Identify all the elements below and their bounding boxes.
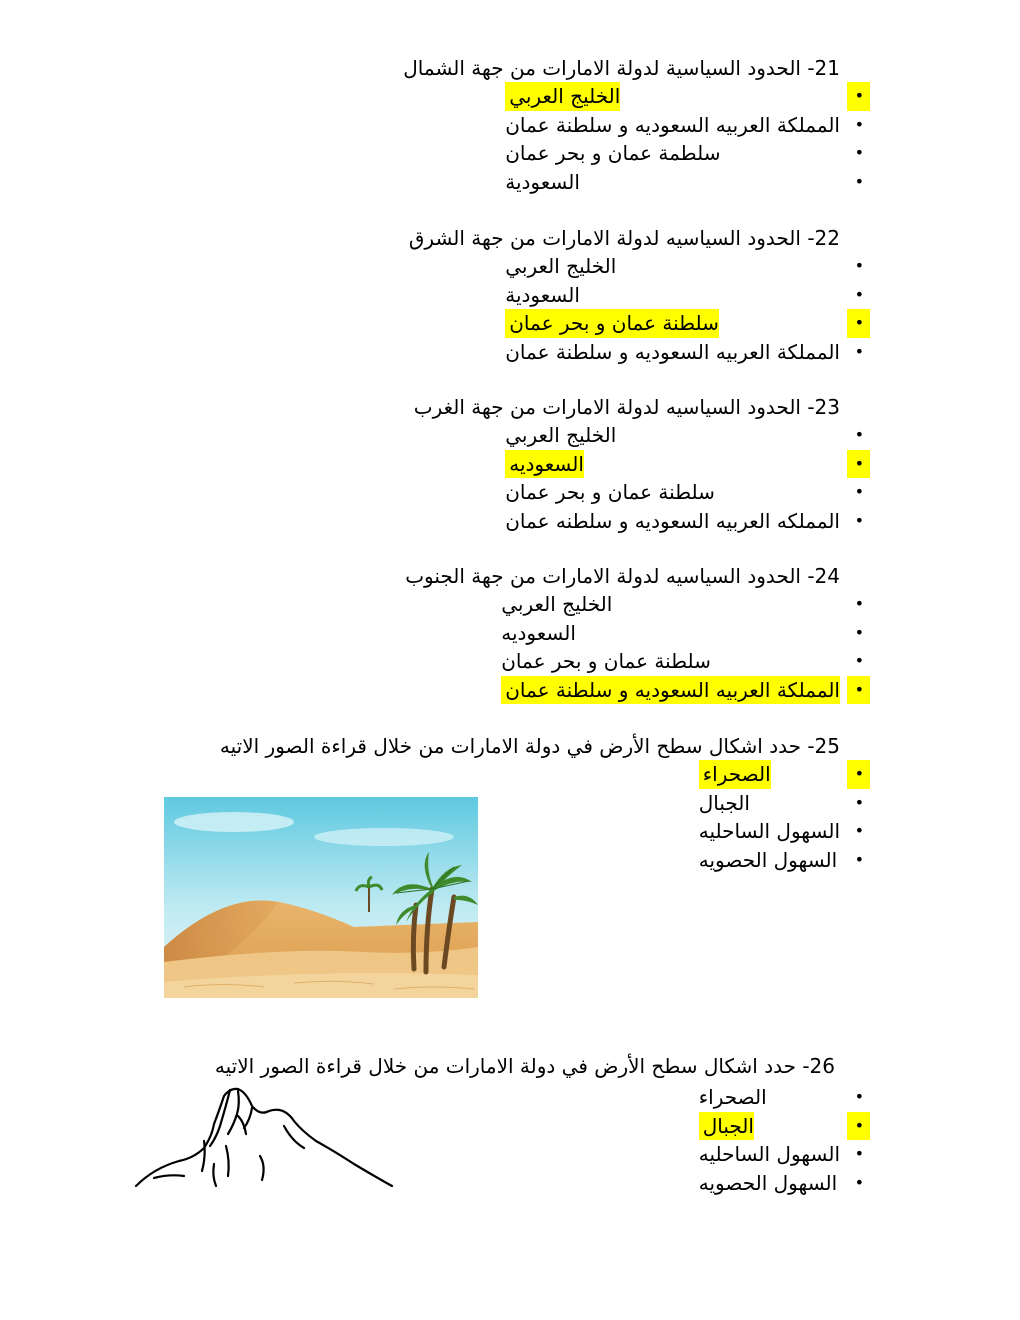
question-24-options — [501, 590, 870, 704]
bullet-icon: • — [854, 425, 864, 444]
bullet-icon: • — [854, 792, 864, 812]
list-item[interactable]: المملكة العربيه السعوديه و سلطنة عمان • — [505, 111, 870, 140]
bullet-icon: • — [854, 1172, 864, 1192]
question-24-title: 24- الحدود السياسيه لدولة الامارات من جهة الجنوب — [405, 564, 840, 588]
list-item[interactable]: الخليج العربي • — [501, 590, 870, 619]
bullet-icon: • — [854, 284, 864, 304]
list-item[interactable]: السهول الحصويه • — [699, 846, 870, 875]
bullet-icon: • — [854, 1144, 864, 1163]
bullet-icon: • — [854, 821, 864, 840]
list-item[interactable]: السعودية • — [505, 281, 870, 310]
bullet-icon: • — [854, 594, 864, 613]
list-item[interactable]: السعودية • — [505, 168, 870, 197]
question-21-options — [505, 82, 870, 196]
question-25-options — [699, 760, 870, 874]
question-22-title: 22- الحدود السياسيه لدولة الامارات من جهة الشرق — [408, 226, 840, 250]
list-item[interactable]: الخليج العربي • — [505, 82, 870, 111]
list-item[interactable]: الصحراء • — [699, 760, 870, 789]
list-item[interactable]: سلطنة عمان و بحر عمان • — [505, 478, 870, 507]
bullet-icon: • — [854, 256, 864, 275]
list-item[interactable]: سلطمة عمان و بحر عمان • — [505, 139, 870, 168]
list-item[interactable]: الصحراء • — [699, 1083, 870, 1112]
question-26-options — [699, 1083, 870, 1197]
bullet-icon: • — [854, 341, 864, 361]
bullet-icon: • — [854, 143, 864, 162]
bullet-icon: • — [854, 622, 864, 642]
bullet-icon: • — [847, 1112, 870, 1141]
list-item[interactable]: سلطنة عمان و بحر عمان • — [505, 309, 870, 338]
bullet-icon: • — [847, 450, 870, 479]
bullet-icon: • — [854, 482, 864, 501]
list-item[interactable]: الخليج العربي • — [505, 421, 870, 450]
list-item[interactable]: المملكة العربيه السعوديه و سلطنة عمان • — [501, 676, 870, 705]
bullet-icon: • — [847, 82, 870, 111]
list-item[interactable]: المملكه العربيه السعوديه و سلطنه عمان • — [505, 507, 870, 536]
bullet-icon: • — [854, 651, 864, 670]
question-25-title: 25- حدد اشكال سطح الأرض في دولة الامارات من خلال قراءة الصور الاتيه — [219, 734, 840, 758]
list-item[interactable]: السهول الحصويه • — [699, 1169, 870, 1198]
list-item[interactable]: السهول الساحليه • — [699, 1140, 870, 1169]
list-item[interactable]: السعوديه • — [505, 450, 870, 479]
list-item[interactable]: الجبال • — [699, 1112, 870, 1141]
bullet-icon: • — [854, 510, 864, 530]
bullet-icon: • — [854, 114, 864, 134]
question-21-title: 21- الحدود السياسية لدولة الامارات من جهة الشمال — [403, 56, 840, 80]
question-23-title: 23- الحدود السياسيه لدولة الامارات من جهة الغرب — [413, 395, 840, 419]
bullet-icon: • — [854, 171, 864, 191]
list-item[interactable]: المملكة العربيه السعوديه و سلطنة عمان • — [505, 338, 870, 367]
bullet-icon: • — [847, 676, 870, 705]
bullet-icon: • — [854, 849, 864, 869]
question-23-options — [505, 421, 870, 535]
bullet-icon: • — [854, 1087, 864, 1106]
bullet-icon: • — [847, 309, 870, 338]
list-item[interactable]: سلطنة عمان و بحر عمان • — [501, 647, 870, 676]
list-item[interactable]: الجبال • — [699, 789, 870, 818]
question-26-title: 26- حدد اشكال سطح الأرض في دولة الامارات من خلال قراءة الصور الاتيه — [214, 1054, 835, 1078]
desert-image — [164, 797, 478, 998]
list-item[interactable]: السهول الساحليه • — [699, 817, 870, 846]
list-item[interactable]: الخليج العربي • — [505, 252, 870, 281]
list-item[interactable]: السعوديه • — [501, 619, 870, 648]
bullet-icon: • — [847, 760, 870, 789]
question-22-options — [505, 252, 870, 366]
mountain-sketch-image — [134, 1086, 396, 1190]
